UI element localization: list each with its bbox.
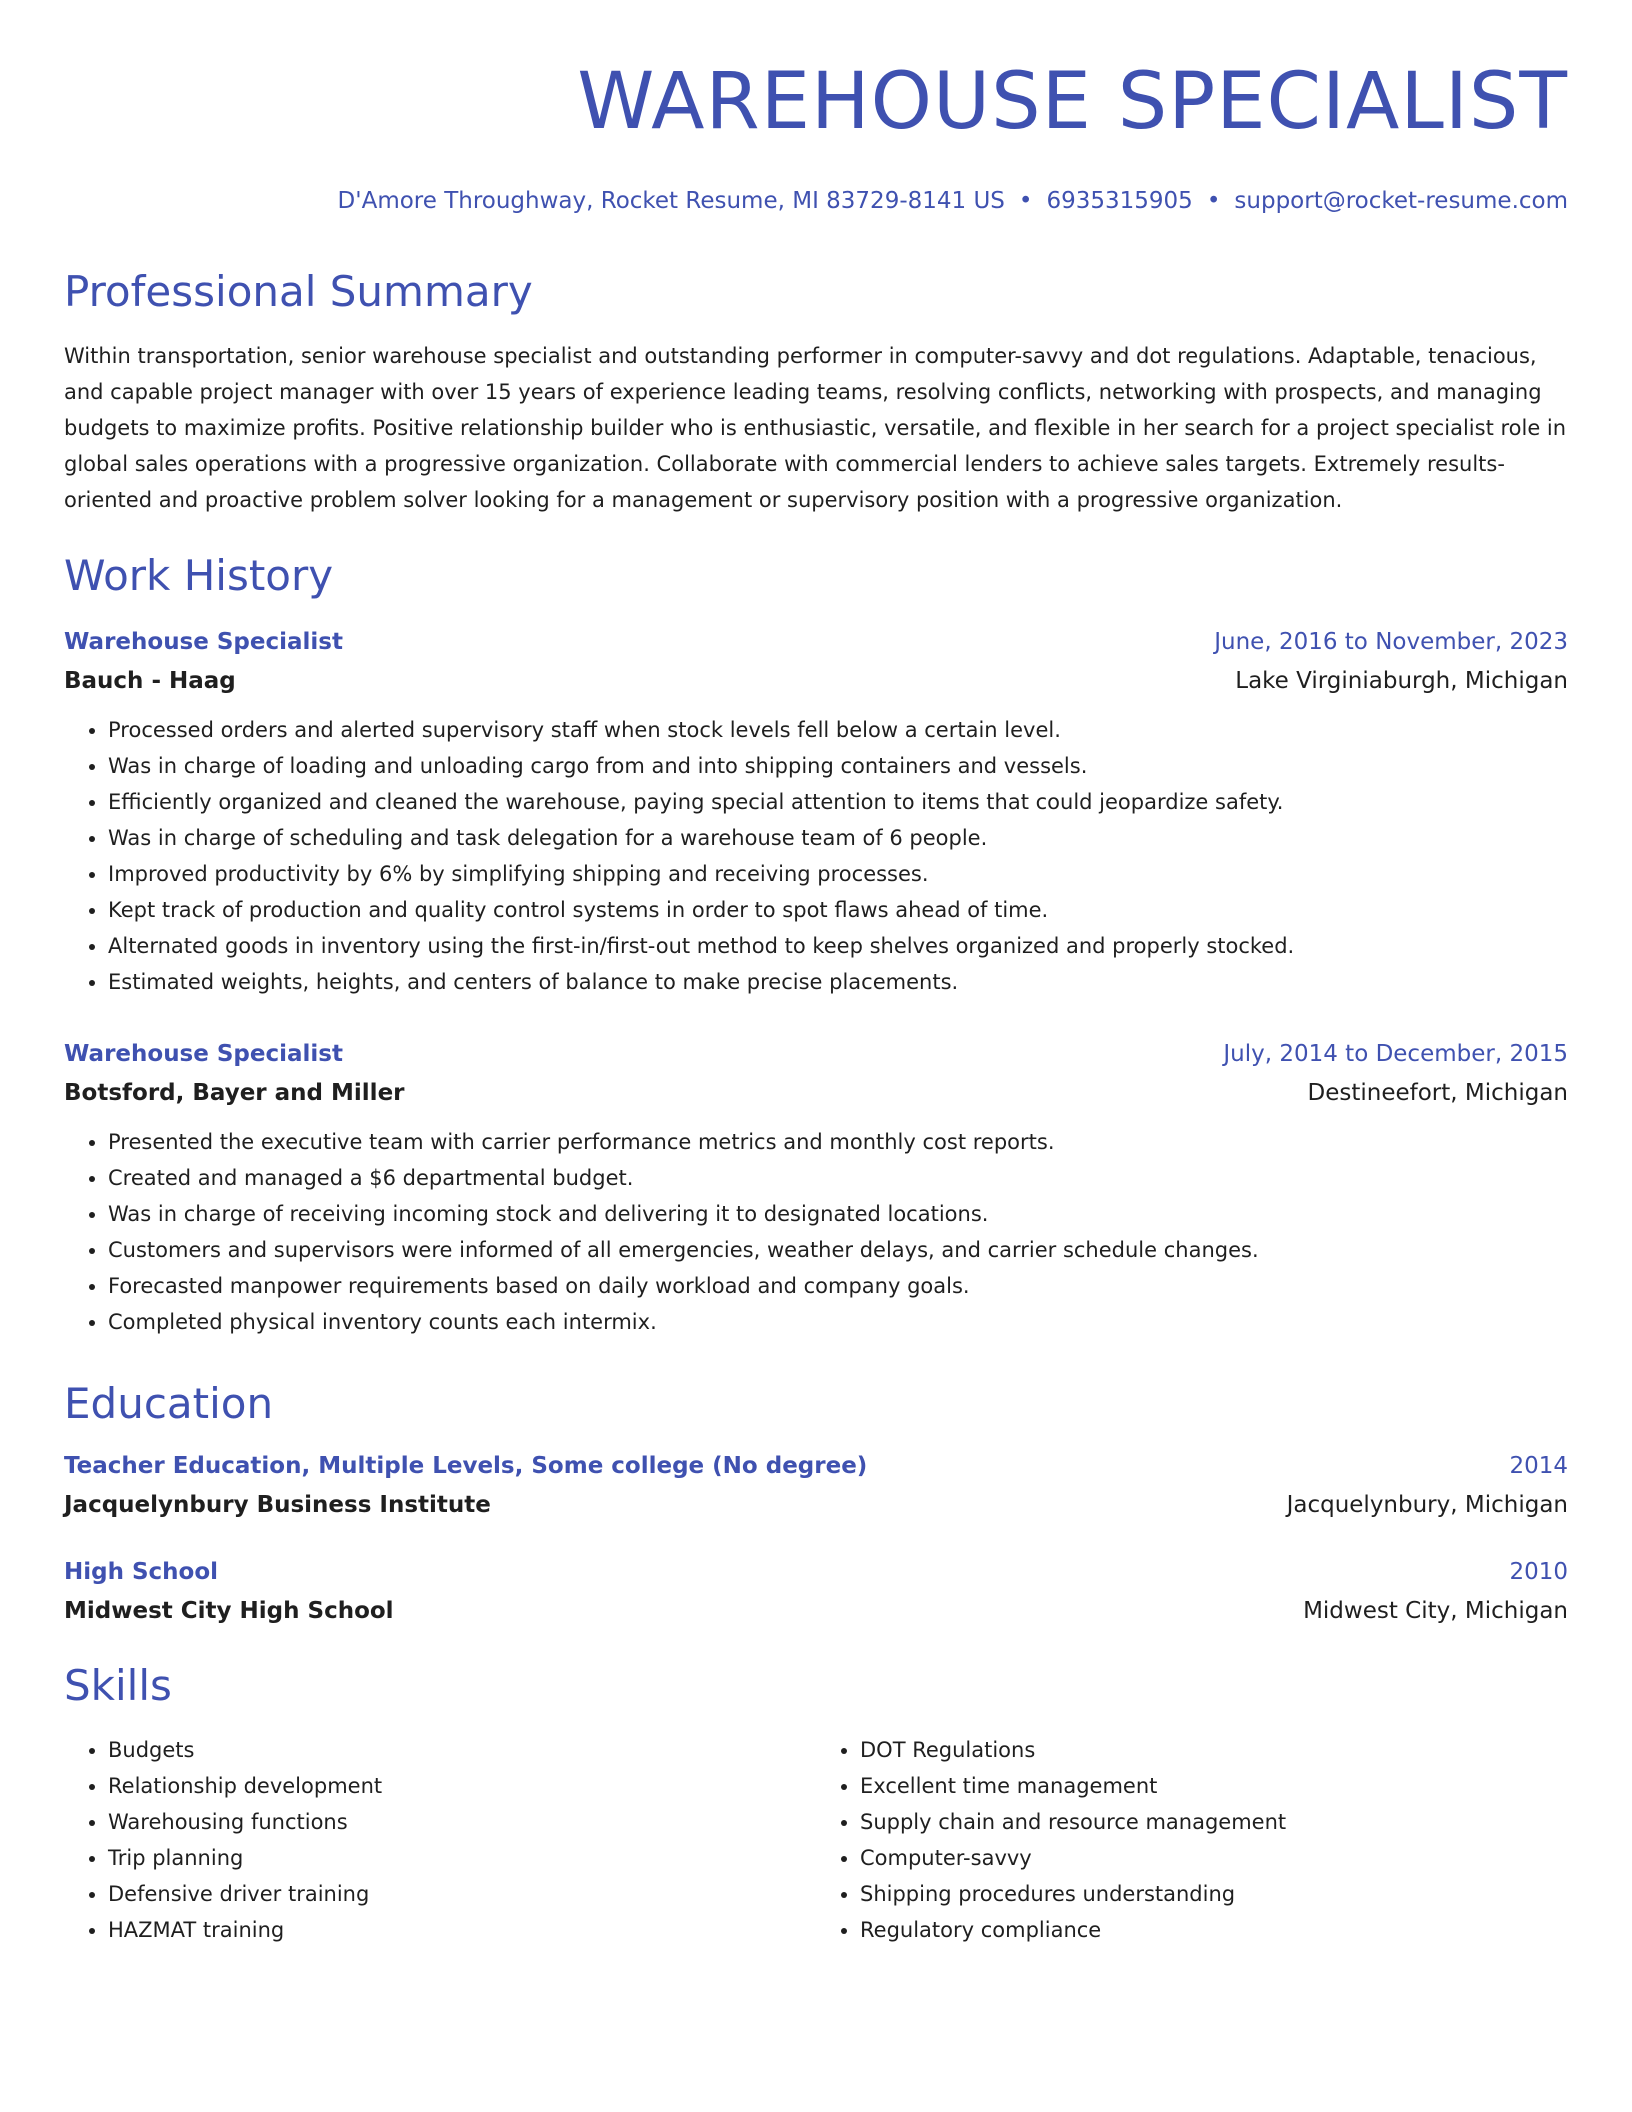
- skills-list: [816, 1732, 1568, 1948]
- summary-heading: Professional Summary: [64, 267, 533, 316]
- job-bullet: • Was in charge of loading and unloading cargo from and into shipping containers and vessels.: [108, 748, 1568, 784]
- education-header-row: [64, 1556, 1568, 1588]
- skill-item: • Regulatory compliance: [860, 1912, 1568, 1948]
- job-bullet: • Was in charge of receiving incoming stock and delivering it to designated locations.: [108, 1196, 1568, 1232]
- education-degree: Teacher Education, Multiple Levels, Some college (No degree): [64, 1453, 868, 1479]
- job-bullet: • Created and managed a $6 departmental budget.: [108, 1160, 1568, 1196]
- education-school-row: [64, 1588, 1568, 1628]
- contact-separator: •: [1018, 188, 1033, 214]
- contact-phone: 6935315905: [1046, 188, 1193, 214]
- education-location: Jacquelynbury, Michigan: [1286, 1492, 1568, 1518]
- skills-grid: [64, 1732, 1568, 1948]
- job-location: Destineefort, Michigan: [1307, 1080, 1568, 1106]
- education-header-row: [64, 1450, 1568, 1482]
- job-bullet: • Forecasted manpower requirements based on daily workload and company goals.: [108, 1268, 1568, 1304]
- job-company-row: [64, 658, 1568, 698]
- skills-column-left: [64, 1732, 816, 1948]
- skill-item: • Trip planning: [108, 1840, 816, 1876]
- job-bullet: • Estimated weights, heights, and centers of balance to make precise placements.: [108, 964, 1568, 1000]
- education-year: 2010: [1509, 1559, 1568, 1585]
- skill-item: • Relationship development: [108, 1768, 816, 1804]
- job-bullet: • Customers and supervisors were informed of all emergencies, weather delays, and carrier schedule changes.: [108, 1232, 1568, 1268]
- education-school: Jacquelynbury Business Institute: [64, 1492, 491, 1518]
- job-location: Lake Virginiaburgh, Michigan: [1235, 668, 1568, 694]
- job-entry: [64, 1038, 1568, 1340]
- job-title: Warehouse Specialist: [64, 629, 343, 655]
- contact-email: support@rocket-resume.com: [1234, 188, 1568, 214]
- job-bullet: • Presented the executive team with carrier performance metrics and monthly cost reports.: [108, 1124, 1568, 1160]
- job-bullet: • Was in charge of scheduling and task delegation for a warehouse team of 6 people.: [108, 820, 1568, 856]
- job-company: Bauch - Haag: [64, 668, 236, 694]
- job-bullet: • Completed physical inventory counts each intermix.: [108, 1304, 1568, 1340]
- job-bullet: • Efficiently organized and cleaned the warehouse, paying special attention to items that could jeopardize safety.: [108, 784, 1568, 820]
- skill-item: • Excellent time management: [860, 1768, 1568, 1804]
- job-bullet: • Alternated goods in inventory using the first-in/first-out method to keep shelves organized and properly stocked.: [108, 928, 1568, 964]
- job-entry: [64, 626, 1568, 1000]
- job-bullet: • Improved productivity by 6% by simplifying shipping and receiving processes.: [108, 856, 1568, 892]
- job-bullets: [64, 1124, 1568, 1340]
- job-bullet: • Processed orders and alerted supervisory staff when stock levels fell below a certain level.: [108, 712, 1568, 748]
- skill-item: • HAZMAT training: [108, 1912, 816, 1948]
- contact-separator: •: [1206, 188, 1221, 214]
- skill-item: • DOT Regulations: [860, 1732, 1568, 1768]
- resume-name: WAREHOUSE SPECIALIST: [577, 57, 1568, 147]
- job-dates: June, 2016 to November, 2023: [1214, 629, 1568, 655]
- job-company-row: [64, 1070, 1568, 1110]
- job-header-row: [64, 1038, 1568, 1070]
- education-school: Midwest City High School: [64, 1598, 394, 1624]
- job-header-row: [64, 626, 1568, 658]
- education-school-row: [64, 1482, 1568, 1522]
- skill-item: • Shipping procedures understanding: [860, 1876, 1568, 1912]
- education-entry: [64, 1450, 1568, 1522]
- work-history-heading: Work History: [64, 551, 334, 600]
- summary-text: Within transportation, senior warehouse specialist and outstanding performer in computer-savvy and dot regulations. Adaptable, tenacious, and capable project manager with over 15 years of experience leading teams, resolving conflicts, networking with prospects, and managing budgets to maximize profits. Positive relationship builder who is enthusiastic, versatile, and flexible in her search for a project specialist role in global sales operations with a progressive organization. Collaborate with commercial lenders to achieve sales targets. Extremely results-oriented and proactive problem solver looking for a management or supervisory position with a progressive organization.: [64, 344, 1567, 512]
- skills-list: [64, 1732, 816, 1948]
- education-location: Midwest City, Michigan: [1303, 1598, 1568, 1624]
- job-company: Botsford, Bayer and Miller: [64, 1080, 405, 1106]
- education-year: 2014: [1509, 1453, 1568, 1479]
- skill-item: • Supply chain and resource management: [860, 1804, 1568, 1840]
- skill-item: • Computer-savvy: [860, 1840, 1568, 1876]
- education-heading: Education: [64, 1379, 274, 1428]
- job-bullets: [64, 712, 1568, 1000]
- skill-item: • Defensive driver training: [108, 1876, 816, 1912]
- education-degree: High School: [64, 1559, 219, 1585]
- skill-item: • Warehousing functions: [108, 1804, 816, 1840]
- job-title: Warehouse Specialist: [64, 1041, 343, 1067]
- education-entry: [64, 1556, 1568, 1628]
- job-dates: July, 2014 to December, 2015: [1223, 1041, 1568, 1067]
- skills-column-right: [816, 1732, 1568, 1948]
- job-bullet: • Kept track of production and quality control systems in order to spot flaws ahead of time.: [108, 892, 1568, 928]
- contact-line: [64, 186, 1568, 216]
- skills-heading: Skills: [64, 1661, 172, 1710]
- skill-item: • Budgets: [108, 1732, 816, 1768]
- contact-address: D'Amore Throughway, Rocket Resume, MI 83729-8141 US: [337, 188, 1005, 214]
